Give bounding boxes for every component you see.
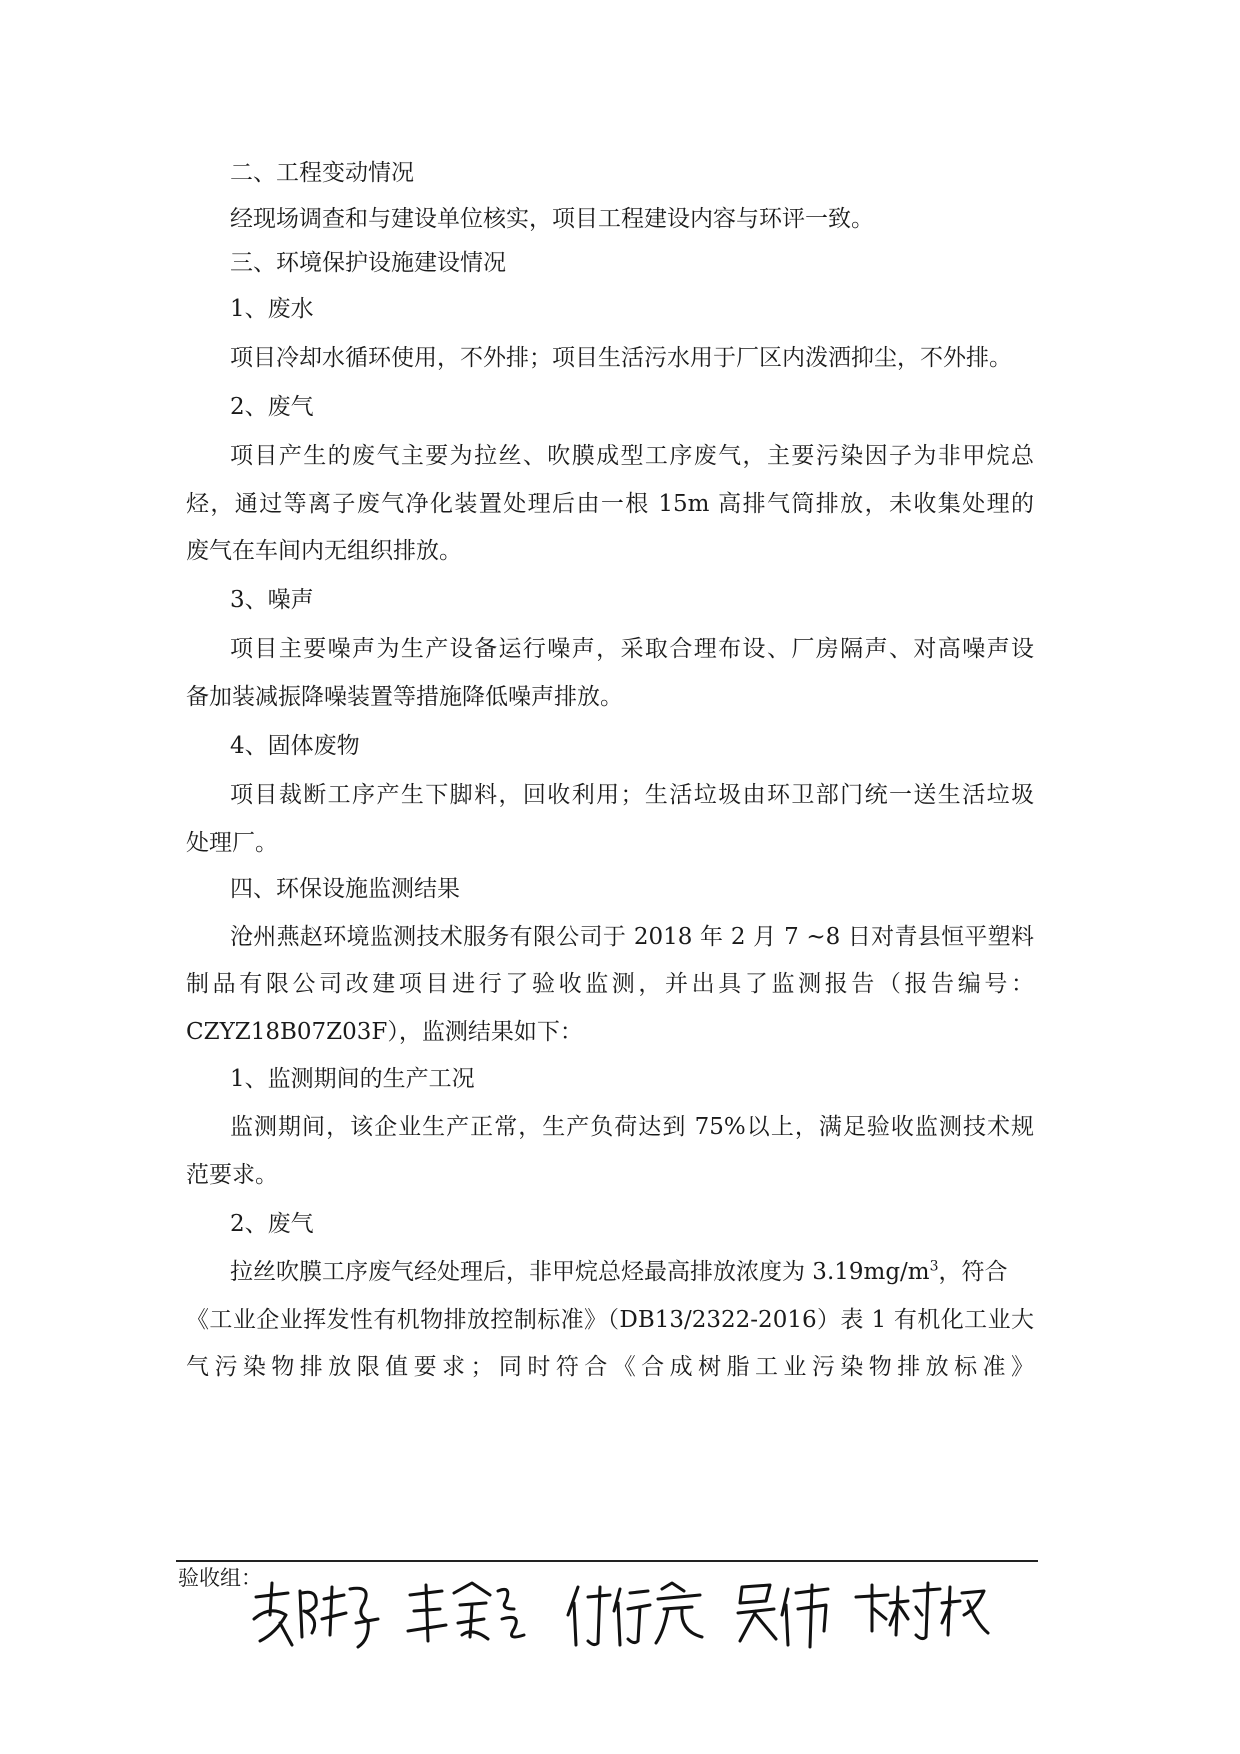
paragraph-line: 处理厂。 [186,830,278,856]
paragraph-line: 备加装减振降噪装置等措施降低噪声排放。 [186,684,623,710]
paragraph-line: 废气在车间内无组织排放。 [186,538,462,564]
paragraph-line: 沧州燕赵环境监测技术服务有限公司于 2018 年 2 月 7 ~8 日对青县恒平塑料 [230,924,1034,950]
signature-5 [850,1575,990,1655]
paragraph: 项目冷却水循环使用，不外排；项目生活污水用于厂区内泼洒抑尘，不外排。 [230,345,1012,371]
paragraph-line: 烃，通过等离子废气净化装置处理后由一根 15m 高排气筒排放，未收集处理的 [186,491,1034,517]
paragraph-line: 项目主要噪声为生产设备运行噪声，采取合理布设、厂房隔声、对高噪声设 [230,636,1034,662]
section-heading-3: 三、环境保护设施建设情况 [230,250,506,276]
paragraph-line: 项目产生的废气主要为拉丝、吹膜成型工序废气，主要污染因子为非甲烷总 [230,443,1034,469]
signature-1 [246,1575,386,1655]
paragraph-line [230,1257,1008,1287]
paragraph-line: 监测期间，该企业生产正常，生产负荷达到 75%以上，满足验收监测技术规 [230,1114,1034,1140]
subheading: 1、废水 [230,296,314,322]
subheading: 3、噪声 [230,587,314,613]
footer-divider [176,1560,1038,1562]
signature-3 [560,1575,710,1655]
paragraph-line: 《工业企业挥发性有机物排放控制标准》（DB13/2322-2016）表 1 有机化工业大 [186,1307,1034,1333]
section-heading-2: 二、工程变动情况 [230,160,414,186]
paragraph-line: CZYZ18B07Z03F），监测结果如下： [186,1019,583,1045]
paragraph-line: 项目裁断工序产生下脚料，回收利用；生活垃圾由环卫部门统一送生活垃圾 [230,782,1034,808]
paragraph-line: 制品有限公司改建项目进行了验收监测，并出具了监测报告（报告编号： [186,971,1034,997]
signature-4 [730,1575,840,1655]
paragraph-line: 气污染物排放限值要求；同时符合《合成树脂工业污染物排放标准》 [186,1354,1034,1380]
text-fragment: 拉丝吹膜工序废气经处理后，非甲烷总烃最高排放浓度为 3.19mg/m [230,1259,930,1285]
subheading: 2、废气 [230,394,314,420]
superscript: 3 [929,1258,939,1275]
paragraph-line: 范要求。 [186,1162,278,1188]
text-fragment: ，符合 [938,1259,1008,1285]
section-heading-4: 四、环保设施监测结果 [230,876,460,902]
acceptance-group-label: 验收组： [178,1566,262,1590]
signature-2 [402,1575,532,1655]
subheading: 1、监测期间的生产工况 [230,1066,475,1092]
subheading: 2、废气 [230,1211,314,1237]
paragraph: 经现场调查和与建设单位核实，项目工程建设内容与环评一致。 [230,206,874,232]
subheading: 4、固体废物 [230,733,360,759]
